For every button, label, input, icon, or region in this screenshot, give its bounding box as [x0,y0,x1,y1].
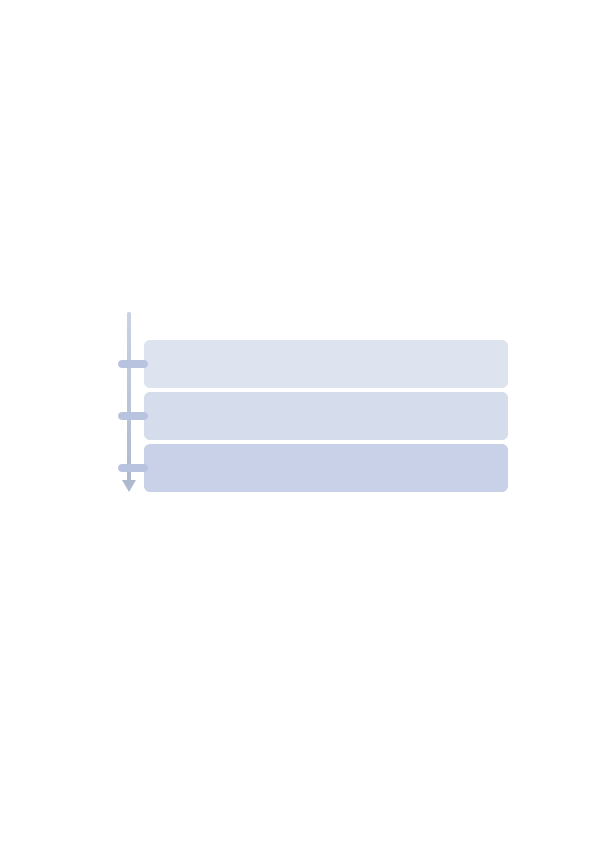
figure-2-1 [108,288,508,500]
stage-row-verification-construction [144,392,508,440]
stage-row-operation-maintenance [144,444,508,492]
stage-row-planning-design [144,340,508,388]
domain-columns [144,288,506,340]
stage-label [118,360,148,368]
stage-label [118,464,148,472]
stage-label [118,412,148,420]
